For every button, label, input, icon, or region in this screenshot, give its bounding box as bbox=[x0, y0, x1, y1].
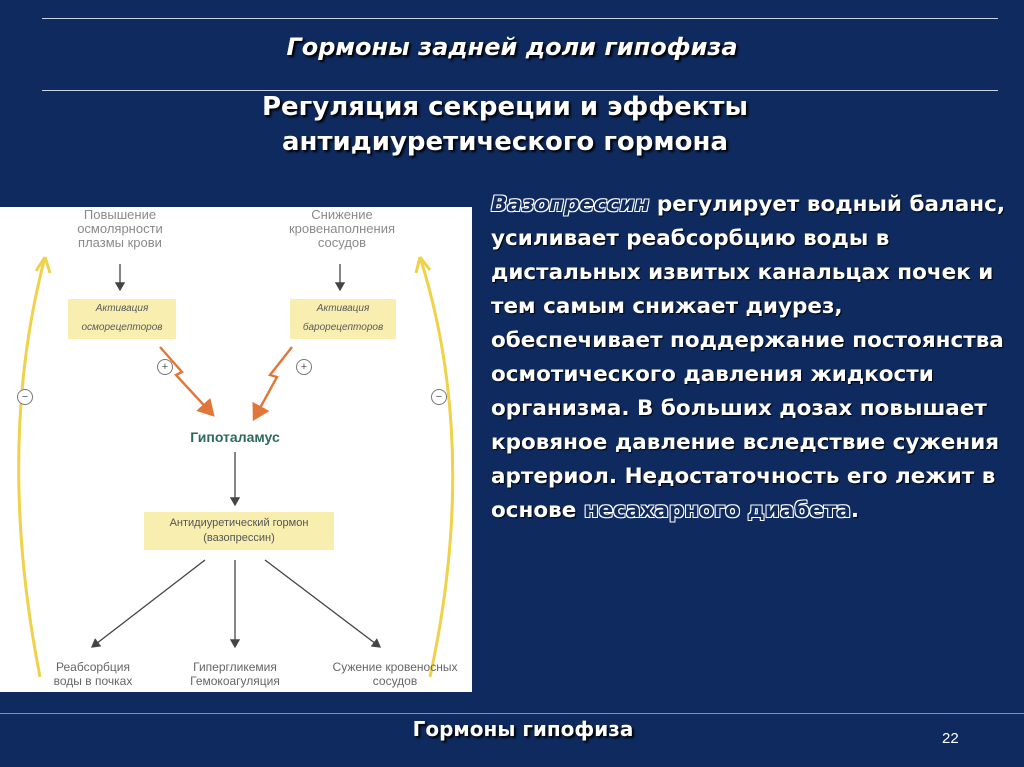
plus-sign-left: + bbox=[157, 359, 173, 375]
footer-title: Гормоны гипофиза bbox=[412, 717, 634, 741]
description-end: . bbox=[850, 498, 860, 523]
stimulus-left bbox=[40, 208, 200, 250]
osmoreceptor-line-2: осморецепторов bbox=[81, 322, 163, 333]
stimulus-left-line-1: Повышение bbox=[83, 207, 157, 222]
adh-regulation-diagram bbox=[0, 207, 472, 692]
page-number: 22 bbox=[942, 730, 959, 747]
effect-hyperglycemia bbox=[170, 660, 300, 688]
stimulus-left-line-2: осмолярности bbox=[77, 221, 163, 236]
diagram-arrows bbox=[0, 207, 472, 692]
osmoreceptor-activation-box bbox=[68, 299, 176, 339]
slide-header-title: Гормоны задней доли гипофиза bbox=[286, 33, 738, 61]
effect-right-line-2: сосудов bbox=[372, 674, 418, 688]
arrow-adh-to-vasoconstriction bbox=[265, 560, 380, 647]
baroreceptor-activation-box bbox=[290, 299, 396, 339]
arrow-adh-to-reabsorption bbox=[92, 560, 205, 647]
description-main: регулирует водный баланс, усиливает реабсорбцию воды в дистальных извитых канальцах почек и тем самым снижает диурез, обеспечивает поддержание постоянства осмотического давления жидкости организма. В больших дозах повышает кровяное давление вследствие сужения артериол. Недостаточность его лежит в основе bbox=[491, 192, 1005, 523]
effect-center-line-1: Гипергликемия bbox=[193, 660, 277, 674]
adh-line-1: Антидиуретический гормон bbox=[169, 517, 309, 529]
stimulus-right-line-2: кровенаполнения bbox=[288, 221, 395, 236]
adh-hormone-box bbox=[144, 512, 334, 550]
stimulus-right-line-3: сосудов bbox=[317, 235, 367, 250]
stimulus-right bbox=[262, 208, 422, 250]
term-vasopressin: Вазопрессин bbox=[491, 192, 650, 217]
osmoreceptor-line-1: Активация bbox=[95, 303, 149, 314]
effect-vasoconstriction bbox=[318, 660, 472, 688]
adh-line-2: (вазопрессин) bbox=[203, 532, 275, 544]
feedback-arc-right bbox=[420, 257, 453, 677]
minus-sign-left: − bbox=[17, 389, 33, 405]
stimulus-left-line-3: плазмы крови bbox=[78, 235, 162, 250]
bolt-arrow-right bbox=[254, 347, 292, 419]
footer-rule bbox=[0, 713, 1024, 714]
subtitle-line-2: антидиуретического гормона bbox=[281, 127, 729, 157]
effect-center-line-2: Гемокоагуляция bbox=[190, 674, 280, 688]
feedback-arc-left bbox=[19, 257, 45, 677]
slide-subtitle bbox=[0, 90, 1010, 160]
effect-right-line-1: Сужение кровеносных bbox=[332, 660, 458, 674]
stimulus-right-line-1: Снижение bbox=[311, 207, 373, 222]
plus-sign-right: + bbox=[296, 359, 312, 375]
top-rule bbox=[42, 18, 998, 19]
vasopressin-description bbox=[491, 188, 1016, 528]
effect-left-line-2: воды в почках bbox=[53, 674, 133, 688]
term-diabetes-insipidus: несахарного диабета bbox=[583, 498, 851, 523]
hypothalamus-label: Гипоталамус bbox=[190, 429, 280, 445]
effect-reabsorption bbox=[18, 660, 168, 688]
bolt-arrow-left bbox=[160, 347, 213, 415]
subtitle-line-1: Регуляция секреции и эффекты bbox=[261, 92, 749, 122]
baroreceptor-line-2: барорецепторов bbox=[302, 322, 384, 333]
effect-left-line-1: Реабсорбция bbox=[56, 660, 130, 674]
baroreceptor-line-1: Активация bbox=[316, 303, 370, 314]
minus-sign-right: − bbox=[431, 389, 447, 405]
